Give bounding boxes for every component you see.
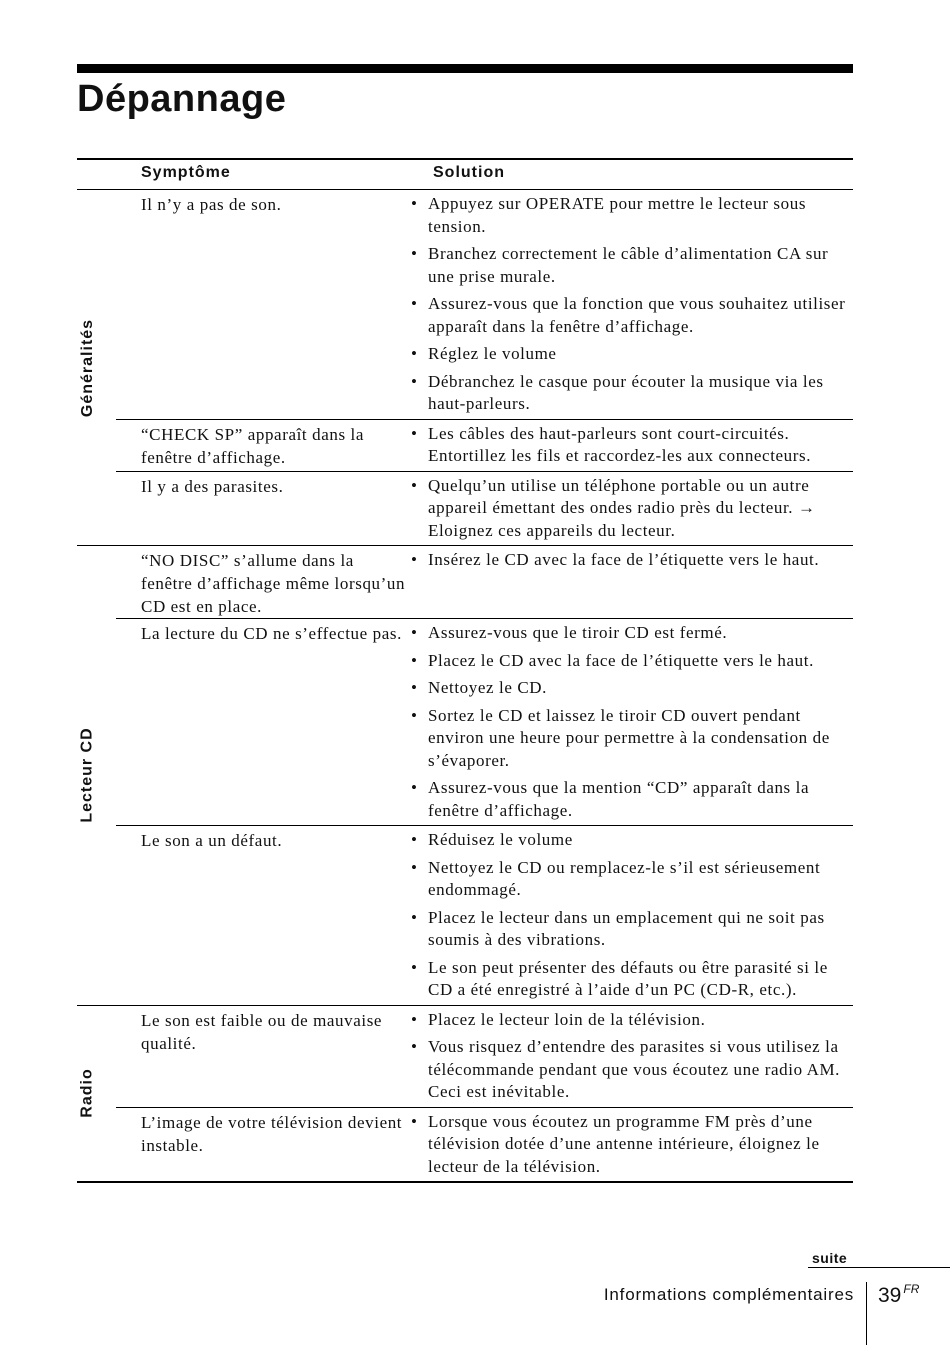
symptom-column-header: Symptôme: [141, 164, 231, 181]
table-row: [116, 190, 853, 419]
symptom-cell: Il y a des parasites.: [141, 476, 284, 496]
solution-cell: [408, 472, 853, 546]
solution-item: • Nettoyez le CD.: [408, 677, 853, 700]
group-label-text: Radio: [79, 1068, 97, 1118]
symptom-cell: Il n’y a pas de son.: [141, 195, 282, 214]
table-bottom-rule: [77, 1181, 853, 1183]
table-body: [77, 190, 853, 1181]
solution-item: • Insérez le CD avec la face de l’étiquette vers le haut.: [408, 549, 853, 572]
solution-list: [408, 1111, 853, 1179]
continued-rule: [808, 1267, 950, 1268]
solution-list: [408, 193, 853, 416]
solution-item: • Placez le CD avec la face de l’étiquette vers le haut.: [408, 650, 853, 673]
solution-cell: [408, 619, 853, 825]
table-group: [77, 545, 853, 1005]
symptom-cell: Le son est faible ou de mauvaise qualité.: [141, 1010, 383, 1053]
solution-item: • Sortez le CD et laissez le tiroir CD ouvert pendant environ une heure pour permettre à la condensation de s’évaporer.: [408, 705, 853, 773]
symptom-cell: L’image de votre télévision devient instable.: [141, 1112, 403, 1155]
group-label: [77, 546, 99, 1005]
solution-cell: [408, 190, 853, 419]
table-row: [116, 618, 853, 825]
table-group: [77, 190, 853, 545]
solution-column-header: Solution: [433, 164, 505, 181]
group-label-text: Généralités: [79, 318, 96, 417]
footer-divider: [866, 1282, 867, 1345]
solution-item: • Réduisez le volume: [408, 829, 853, 852]
solution-cell: [408, 546, 853, 618]
table-row: [116, 471, 853, 546]
symptom-cell: Le son a un défaut.: [141, 831, 283, 850]
solution-item: • Débranchez le casque pour écouter la musique via les haut-parleurs.: [408, 371, 853, 416]
title-rule: [77, 64, 853, 73]
solution-item: • Assurez-vous que la mention “CD” apparaît dans la fenêtre d’affichage.: [408, 777, 853, 822]
solution-item: • Les câbles des haut-parleurs sont court-circuités. Entortillez les fils et raccordez-les aux connecteurs.: [408, 423, 853, 468]
solution-item: • Branchez correctement le câble d’alimentation CA sur une prise murale.: [408, 243, 853, 288]
solution-item: • Lorsque vous écoutez un programme FM près d’une télévision dotée d’une antenne intérieure, éloignez le lecteur de la télévision.: [408, 1111, 853, 1179]
group-label: [77, 190, 99, 545]
solution-item: • Assurez-vous que la fonction que vous souhaitez utiliser apparaît dans la fenêtre d’affichage.: [408, 293, 853, 338]
table-row: [116, 419, 853, 471]
group-label: [77, 1006, 99, 1182]
continued-label: suite: [812, 1250, 848, 1266]
solution-list: [408, 549, 853, 572]
solution-item: • Réglez le volume: [408, 343, 853, 366]
table-row: [116, 1107, 853, 1182]
solution-item: • Appuyez sur OPERATE pour mettre le lecteur sous tension.: [408, 193, 853, 238]
troubleshooting-table: [77, 158, 853, 1183]
solution-item: • Le son peut présenter des défauts ou être parasité si le CD a été enregistré à l’aide d’un PC (CD-R, etc.).: [408, 957, 853, 1002]
table-header: [77, 158, 853, 190]
symptom-cell: La lecture du CD ne s’effectue pas.: [141, 624, 402, 643]
solution-item: • Placez le lecteur loin de la télévision.: [408, 1009, 853, 1032]
page-title: Dépannage: [77, 78, 287, 120]
table-row: [116, 1006, 853, 1107]
table-row: [116, 825, 853, 1005]
solution-list: [408, 1009, 853, 1104]
page-number: [878, 1282, 919, 1308]
table-row: [116, 546, 853, 618]
solution-cell: [408, 1006, 853, 1107]
solution-list: [408, 423, 853, 468]
solution-cell: [408, 420, 853, 471]
solution-item: • Nettoyez le CD ou remplacez-le s’il est sérieusement endommagé.: [408, 857, 853, 902]
symptom-cell: “CHECK SP” apparaît dans la fenêtre d’affichage.: [141, 424, 364, 467]
symptom-cell: “NO DISC” s’allume dans la fenêtre d’affichage même lorsqu’un CD est en place.: [141, 551, 406, 616]
table-group: [77, 1005, 853, 1182]
solution-item: • Assurez-vous que le tiroir CD est fermé.: [408, 622, 853, 645]
solution-item: • Placez le lecteur dans un emplacement qui ne soit pas soumis à des vibrations.: [408, 907, 853, 952]
section-name: Informations complémentaires: [603, 1285, 854, 1304]
solution-list: [408, 475, 853, 543]
solution-item: • Quelqu’un utilise un téléphone portable ou un autre appareil émettant des ondes radio près du lecteur. → Eloignez ces appareils du lecteur.: [408, 475, 853, 543]
solution-item: • Vous risquez d’entendre des parasites si vous utilisez la télécommande pendant que vous écoutez une radio AM. Ceci est inévitable.: [408, 1036, 853, 1104]
solution-cell: [408, 826, 853, 1005]
page-number-suffix: FR: [903, 1282, 920, 1296]
solution-list: [408, 622, 853, 822]
solution-list: [408, 829, 853, 1002]
group-label-text: Lecteur CD: [79, 727, 97, 823]
solution-cell: [408, 1108, 853, 1182]
page-number-value: 39: [878, 1284, 902, 1307]
